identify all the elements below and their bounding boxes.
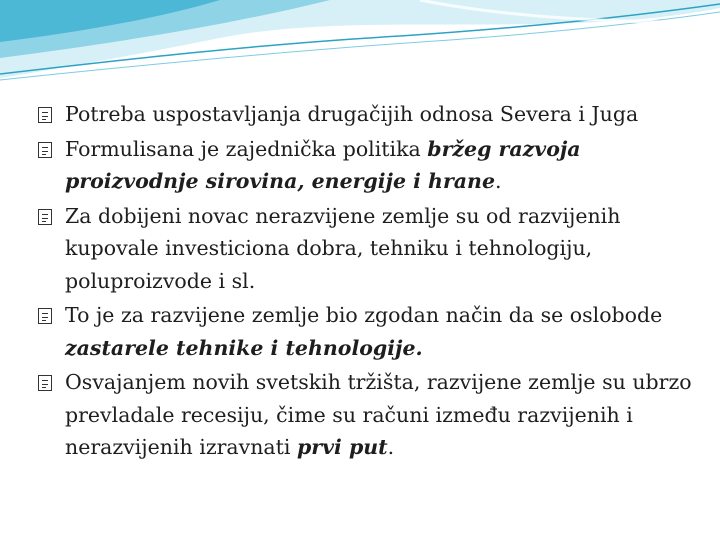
bullet-emphasis: zastarele tehnike i tehnologije. xyxy=(65,335,423,360)
bullet-emphasis: bržeg razvoja proizvodnje sirovina, energije i hrane xyxy=(65,136,581,193)
bullet-emphasis: prvi put xyxy=(296,435,388,459)
bullet-item xyxy=(38,133,698,198)
bullet-text: To je za razvijene zemlje bio zgodan način da se oslobode xyxy=(65,303,663,327)
bullet-text: Za dobijeni novac nerazvijene zemlje su od razvijenih kupovale investiciona dobra, tehniku i tehnologiju, poluproizvode i sl. xyxy=(65,203,621,293)
missing-glyph-box-icon xyxy=(38,133,65,166)
bullet-text: Formulisana je zajednička politika xyxy=(65,136,428,161)
header-wave-decoration xyxy=(0,0,720,90)
bullet-item xyxy=(38,299,698,364)
bullet-item xyxy=(38,200,698,298)
bullet-text-end: . xyxy=(387,435,395,459)
bullet-item xyxy=(38,98,698,131)
bullet-text: Osvajanjem novih svetskih tržišta, razvijene zemlje su ubrzo prevladale recesiju, čime su računi između razvijenih i nerazvijenih izravnati xyxy=(65,370,692,459)
bullet-item xyxy=(38,366,698,464)
missing-glyph-box-icon xyxy=(38,200,65,233)
missing-glyph-box-icon xyxy=(38,299,65,332)
bullet-list xyxy=(38,98,698,466)
bullet-text-end: . xyxy=(495,169,502,193)
missing-glyph-box-icon xyxy=(38,366,65,399)
bullet-text: Potreba uspostavljanja drugačijih odnosa Severa i Juga xyxy=(65,102,639,126)
missing-glyph-box-icon xyxy=(38,98,65,131)
